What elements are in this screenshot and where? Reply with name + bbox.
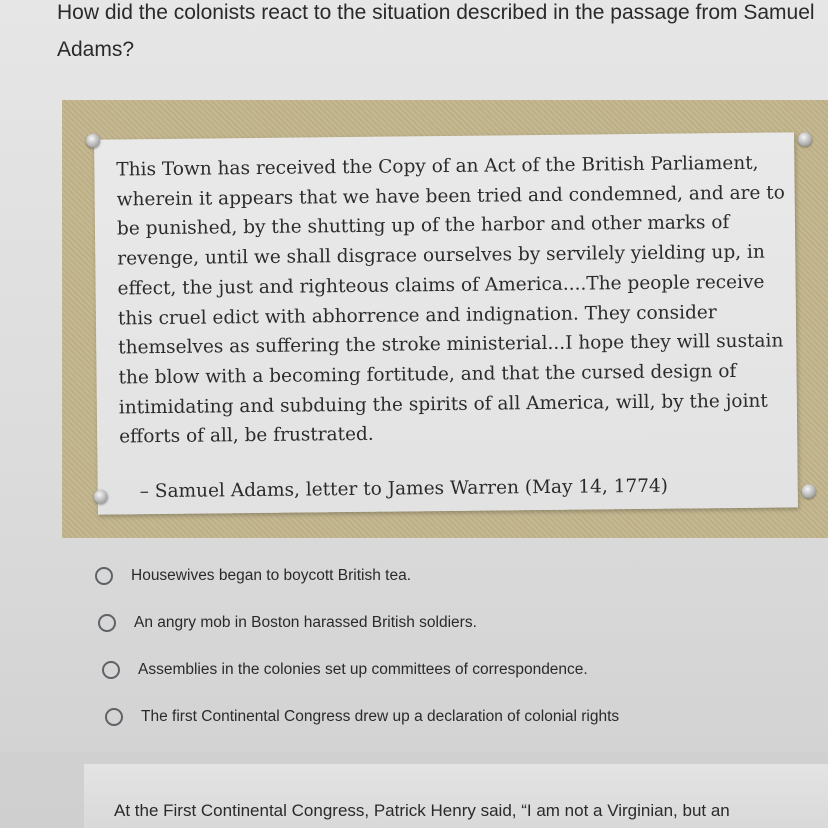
radio-button-icon[interactable] — [98, 614, 116, 632]
answer-option-4[interactable] — [105, 693, 795, 740]
passage-paper — [94, 132, 798, 514]
pin-icon — [802, 484, 816, 498]
next-question-card — [84, 764, 828, 828]
passage-frame — [62, 100, 828, 538]
pin-icon — [86, 134, 100, 148]
passage-quote: This Town has received the Copy of an Act of the British Parliament, wherein it appears that we have been tried and condemned, and are to be punished, by the shutting up of the harbor and other marks of revenge, until we shall disgrace ourselves by servilely yielding up, in effect, the just and righteous claims of America....The people receive this cruel edict with abhorrence and indignation. They consider themselves as suffering the stroke ministerial...I hope they will sustain the blow with a becoming fortitude, and that the cursed design of intimidating and subduing the spirits of all America, will, by the joint efforts of all, be frustrated. — [116, 152, 785, 448]
answer-options — [95, 552, 795, 740]
radio-button-icon[interactable] — [105, 708, 123, 726]
answer-option-2[interactable] — [98, 599, 795, 646]
answer-option-3[interactable] — [102, 646, 795, 693]
answer-option-1[interactable] — [95, 552, 795, 599]
pin-icon — [798, 132, 812, 146]
question-text: How did the colonists react to the situation described in the passage from Samuel Adams? — [57, 1, 815, 61]
answer-option-label: An angry mob in Boston harassed British soldiers. — [134, 613, 477, 631]
answer-option-label: Assemblies in the colonies set up committees of correspondence. — [138, 660, 588, 678]
radio-button-icon[interactable] — [95, 567, 113, 585]
next-question-text: At the First Continental Congress, Patrick Henry said, “I am not a Virginian, but an — [114, 801, 730, 820]
answer-option-label: The first Continental Congress drew up a declaration of colonial rights — [141, 707, 620, 725]
passage-citation: – Samuel Adams, letter to James Warren (May 14, 1774) — [139, 475, 669, 503]
answer-option-label: Housewives began to boycott British tea. — [131, 566, 412, 584]
pin-icon — [94, 490, 108, 504]
radio-button-icon[interactable] — [102, 661, 120, 679]
